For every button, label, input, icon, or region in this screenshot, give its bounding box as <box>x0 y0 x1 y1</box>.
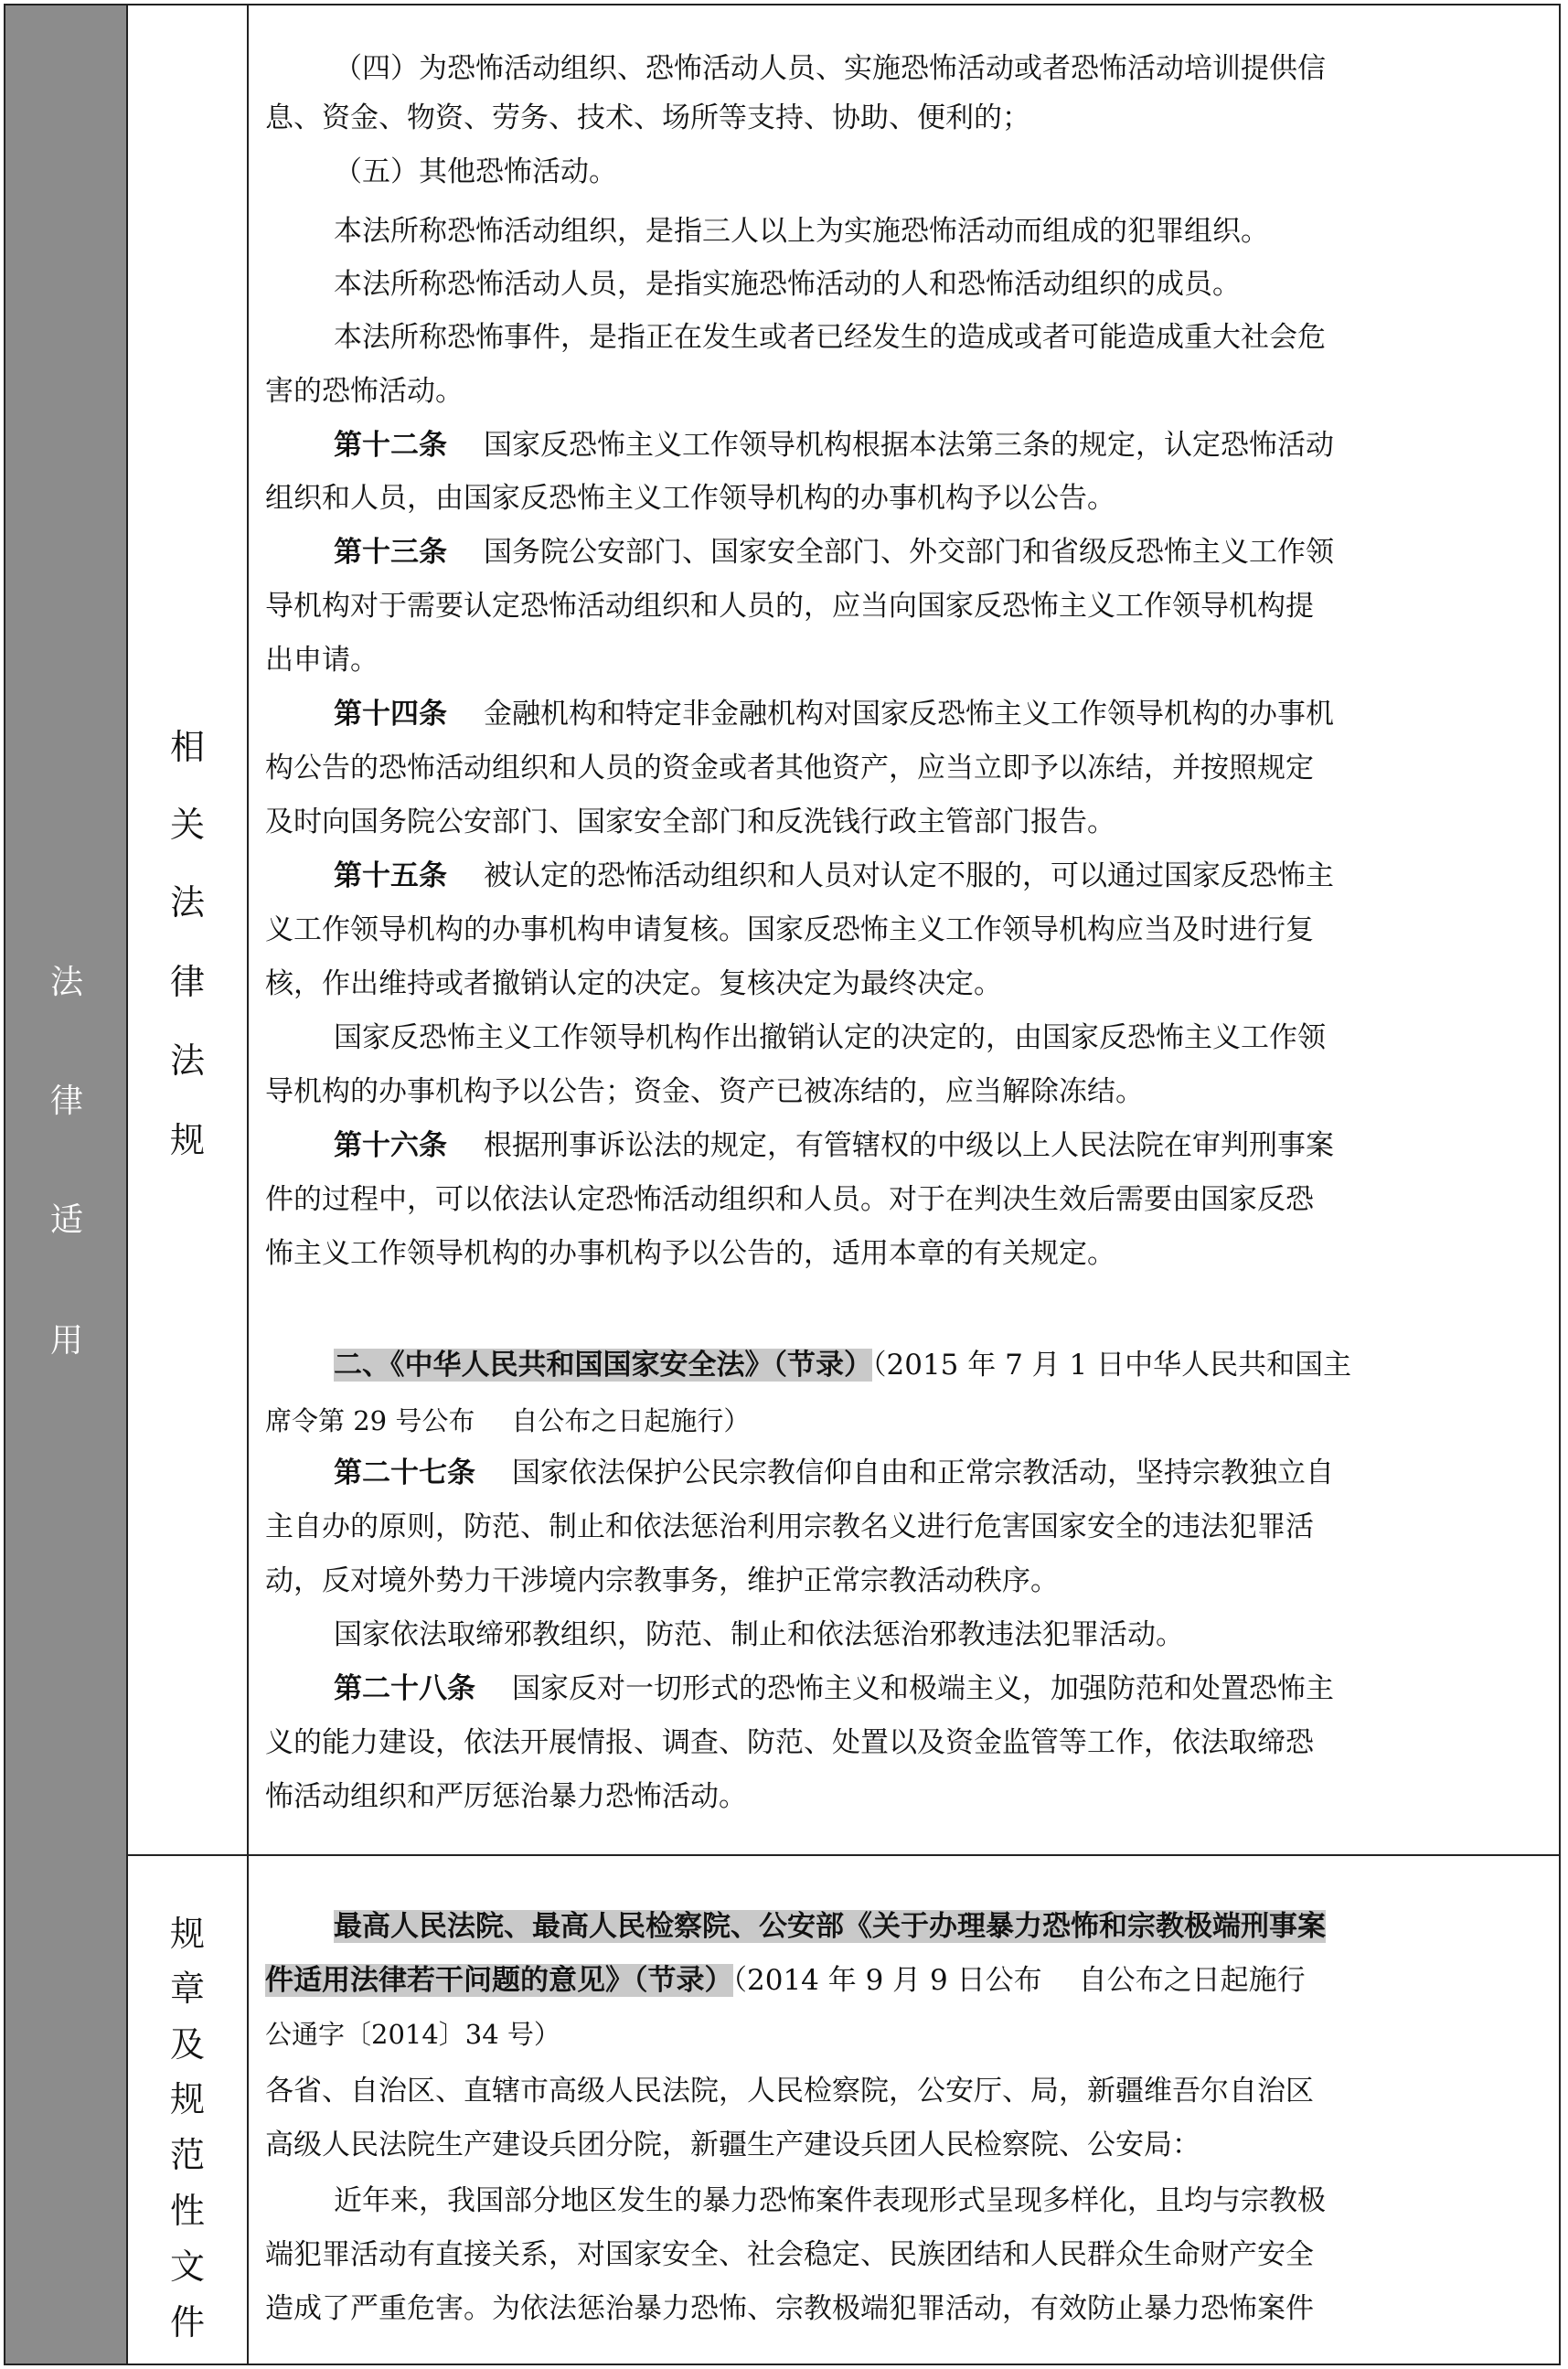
article-16: 第十六条 根据刑事诉讼法的规定，有管辖权的中级以上人民法院在审判刑事案 <box>334 1129 1334 1162</box>
text-line: 怖主义工作领导机构的办事机构予以公告的，适用本章的有关规定。 <box>265 1237 1115 1270</box>
article-number: 第二十八条 <box>334 1672 475 1705</box>
text-line: 本法所称恐怖活动组织，是指三人以上为实施恐怖活动而组成的犯罪组织。 <box>334 215 1269 248</box>
article-number: 第十四条 <box>334 698 447 731</box>
text-line: 近年来，我国部分地区发生的暴力恐怖案件表现形式呈现多样化，且均与宗教极 <box>334 2184 1326 2217</box>
regulation-title: 件适用法律若干问题的意见》（节录） <box>265 1964 733 1997</box>
text-line: 导机构的办事机构予以公告；资金、资产已被冻结的，应当解除冻结。 <box>265 1075 1144 1108</box>
section1-label-char: 关 <box>169 805 205 845</box>
section1-label-char: 相 <box>169 727 205 767</box>
text-line: 害的恐怖活动。 <box>265 375 464 408</box>
section2-label-char: 性 <box>169 2191 205 2231</box>
regulation-meta: 公通字〔2014〕34 号） <box>265 2019 560 2050</box>
outer-label-char: 律 <box>49 1083 83 1120</box>
outer-category-column <box>5 5 128 2364</box>
article-14: 第十四条 金融机构和特定非金融机构对国家反恐怖主义工作领导机构的办事机 <box>334 698 1334 731</box>
text-line: 怖活动组织和严厉惩治暴力恐怖活动。 <box>265 1780 747 1813</box>
article-28: 第二十八条 国家反对一切形式的恐怖主义和极端主义，加强防范和处置恐怖主 <box>334 1672 1334 1705</box>
law-meta: （2015 年 7 月 1 日中华人民共和国主 <box>872 1349 1352 1382</box>
article-12: 第十二条 国家反恐怖主义工作领导机构根据本法第三条的规定，认定恐怖活动 <box>334 429 1334 462</box>
article-13: 第十三条 国务院公安部门、国家安全部门、外交部门和省级反恐怖主义工作领 <box>334 536 1334 569</box>
section1-label-char: 法 <box>169 882 205 923</box>
text-line: 导机构对于需要认定恐怖活动组织和人员的，应当向国家反恐怖主义工作领导机构提 <box>265 590 1314 623</box>
section1-label-char: 规 <box>169 1120 205 1160</box>
text-line: 件的过程中，可以依法认定恐怖活动组织和人员。对于在判决生效后需要由国家反恐 <box>265 1183 1314 1216</box>
article-15: 第十五条 被认定的恐怖活动组织和人员对认定不服的，可以通过国家反恐怖主 <box>334 859 1334 892</box>
outer-label-char: 法 <box>49 964 83 1001</box>
article-number: 第十五条 <box>334 859 447 892</box>
regulation-meta: 自公布之日起施行 <box>1078 1964 1306 1997</box>
regulation-title: 最高人民法院、最高人民检察院、公安部《关于办理暴力恐怖和宗教极端刑事案 <box>334 1910 1326 1943</box>
article-number: 第十六条 <box>334 1129 447 1162</box>
section2-label-char: 范 <box>169 2135 205 2175</box>
article-number: 第二十七条 <box>334 1457 475 1489</box>
outer-label-char: 用 <box>49 1322 83 1360</box>
text-line: 国家反恐怖主义工作领导机构作出撤销认定的决定的，由国家反恐怖主义工作领 <box>334 1021 1326 1054</box>
text-line: 造成了严重危害。为依法惩治暴力恐怖、宗教极端犯罪活动，有效防止暴力恐怖案件 <box>265 2292 1314 2325</box>
text-line: 国家依法取缔邪教组织，防范、制止和依法惩治邪教违法犯罪活动。 <box>334 1618 1184 1651</box>
text-line: 出申请。 <box>265 644 379 677</box>
section2-label-char: 规 <box>169 1914 205 1954</box>
outer-label-char: 适 <box>49 1201 83 1239</box>
text-line: 高级人民法院生产建设兵团分院，新疆生产建设兵团人民检察院、公安局： <box>265 2129 1200 2161</box>
text-line: 本法所称恐怖活动人员，是指实施恐怖活动的人和恐怖活动组织的成员。 <box>334 268 1241 301</box>
text-line: 义的能力建设，依法开展情报、调查、防范、处置以及资金监管等工作，依法取缔恐 <box>265 1726 1314 1759</box>
regulation-heading <box>265 1964 1306 1997</box>
sub-category-column <box>128 5 249 2364</box>
text-line: 动，反对境外势力干涉境内宗教事务，维护正常宗教活动秩序。 <box>265 1564 1059 1597</box>
section2-label-char: 件 <box>169 2302 205 2342</box>
section2-label-char: 及 <box>169 2024 205 2065</box>
text-line: 核，作出维持或者撤销认定的决定。复核决定为最终决定。 <box>265 967 1002 1000</box>
text-line: 构公告的恐怖活动组织和人员的资金或者其他资产，应当立即予以冻结，并按照规定 <box>265 752 1314 784</box>
text-line: 及时向国务院公安部门、国家安全部门和反洗钱行政主管部门报告。 <box>265 806 1115 838</box>
text-line: 义工作领导机构的办事机构申请复核。国家反恐怖主义工作领导机构应当及时进行复 <box>265 913 1314 946</box>
row-divider <box>128 1854 1559 1856</box>
section1-label-char: 律 <box>169 962 205 1002</box>
text-line: 各省、自治区、直辖市高级人民法院，人民检察院，公安厅、局，新疆维吾尔自治区 <box>265 2075 1314 2108</box>
text-line: （五）其他恐怖活动。 <box>334 155 617 188</box>
text-line: 息、资金、物资、劳务、技术、场所等支持、协助、便利的； <box>265 101 1030 134</box>
text-line: 端犯罪活动有直接关系，对国家安全、社会稳定、民族团结和人民群众生命财产安全 <box>265 2238 1314 2271</box>
section2-label-char: 文 <box>169 2246 205 2287</box>
text-line: 主自办的原则，防范、制止和依法惩治利用宗教名义进行危害国家安全的违法犯罪活 <box>265 1510 1314 1543</box>
text-line: （四）为恐怖活动组织、恐怖活动人员、实施恐怖活动或者恐怖活动培训提供信 <box>334 52 1326 85</box>
law-meta: 席令第 29 号公布 自公布之日起施行） <box>265 1405 751 1436</box>
article-number: 第十三条 <box>334 536 447 569</box>
article-27: 第二十七条 国家依法保护公民宗教信仰自由和正常宗教活动，坚持宗教独立自 <box>334 1457 1334 1489</box>
law-title: 二、《中华人民共和国国家安全法》（节录） <box>334 1349 872 1382</box>
text-line: 本法所称恐怖事件，是指正在发生或者已经发生的造成或者可能造成重大社会危 <box>334 321 1326 354</box>
section1-label-char: 法 <box>169 1040 205 1081</box>
section2-label-char: 章 <box>169 1969 205 2009</box>
section2-label-char: 规 <box>169 2079 205 2119</box>
regulation-meta: （2014 年 9 月 9 日公布 <box>732 1964 1042 1997</box>
article-number: 第十二条 <box>334 429 447 462</box>
text-line: 组织和人员，由国家反恐怖主义工作领导机构的办事机构予以公告。 <box>265 482 1115 515</box>
law2-heading <box>334 1351 1351 1380</box>
